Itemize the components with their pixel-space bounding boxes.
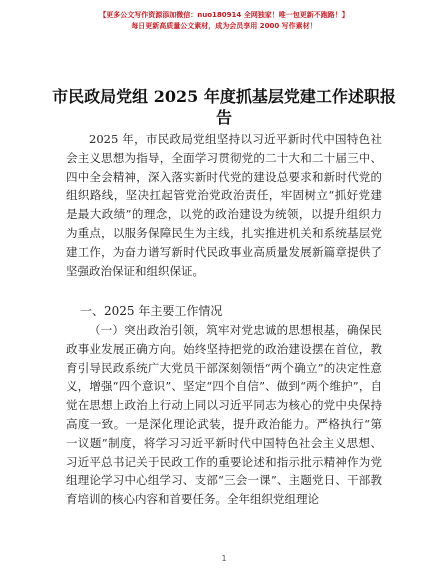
- promo-banner-line-2: 每日更新高质量公文素材，成为会员享用 2000 写作素材！: [131, 22, 317, 30]
- paragraph-section-1: （一）突出政治引领，筑牢对党忠诚的思想根基，确保民政事业发展正确方向。始终坚持把党的政治建设摆在首位，教育引导民政系统广大党员干部深刻领悟“两个确立”的决定性意义，增强“四个意识”、坚定“四个自信”、做到“两个维护”，自觉在思想上政治上行动上同以习近平同志为核心的党中央保持高度一致。一是深化理论武装，提升政治能力。严格执行“第一议题”制度，将学习习近平新时代中国特色社会主义思想、习近平总书记关于民政工作的重要论述和指示批示精神作为党组理论学习中心组学习、支部“三会一课”、主题党日、干部教育培训的核心内容和首要任务。全年组织党组理论: [66, 323, 382, 507]
- paragraph-intro: 2025 年，市民政局党组坚持以习近平新时代中国特色社会主义思想为指导，全面学习贯彻党的二十大和二十届三中、四中全会精神，深入落实新时代党的建设总要求和新时代党的组织路线，坚决扛起管党治党政治责任，牢固树立“抓好党建是最大政绩”的理念，以党的政治建设为统领，以提升组织力为重点，以服务保障民生为主线，扎实推进机关和系统基层党建工作，为奋力谱写新时代民政事业高质量发展新篇章提供了坚强政治保证和组织保证。: [66, 132, 382, 278]
- promo-banner-line-1: 【更多公文写作资源添加微信：nuo180914 全网独家！唯一包更新不跑路！】: [99, 11, 349, 19]
- section-heading-1: 一、2025 年主要工作情况: [80, 304, 223, 318]
- document-title: 市民政局党组 2025 年度抓基层党建工作述职报告: [52, 87, 396, 127]
- promo-banner: [0, 10, 448, 32]
- page-number: 1: [221, 554, 227, 563]
